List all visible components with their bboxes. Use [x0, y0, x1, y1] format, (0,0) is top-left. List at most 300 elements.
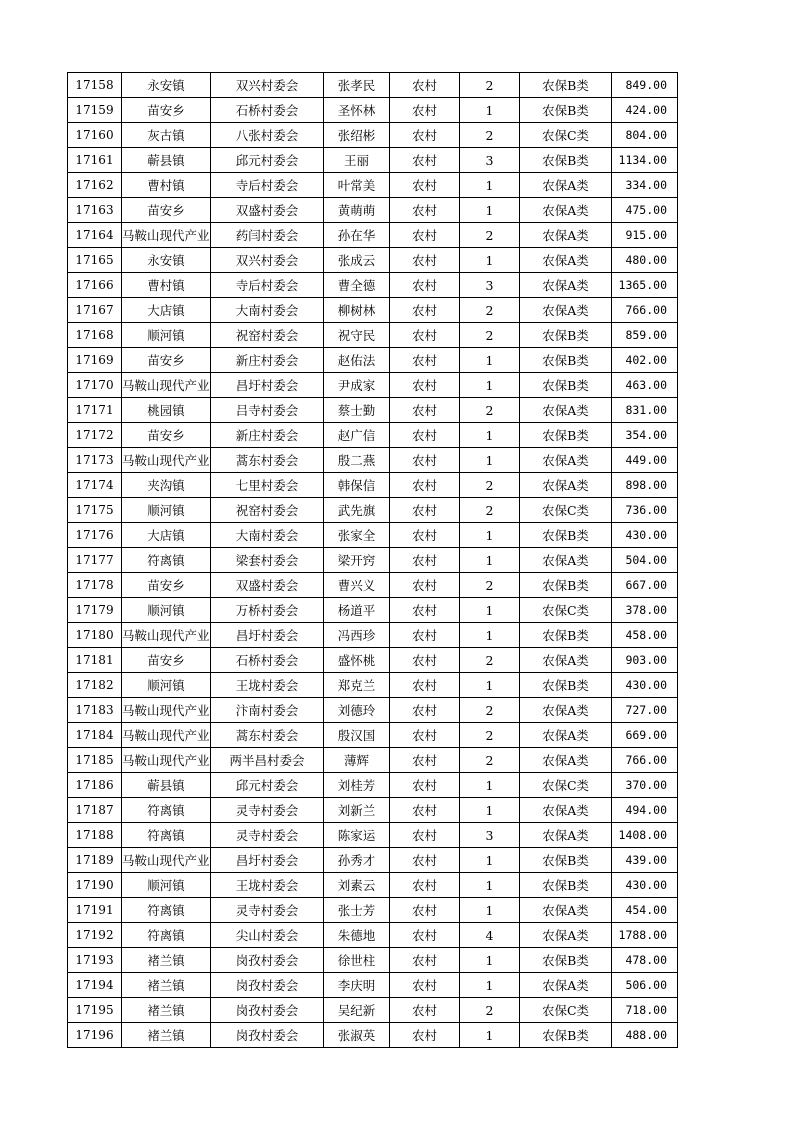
cell-id: 17161 [68, 148, 122, 173]
cell-id: 17172 [68, 423, 122, 448]
cell-village: 梁套村委会 [211, 548, 324, 573]
cell-category: 农保A类 [520, 898, 612, 923]
cell-count: 1 [460, 348, 520, 373]
cell-village: 石桥村委会 [211, 98, 324, 123]
cell-id: 17180 [68, 623, 122, 648]
cell-name: 张孝民 [324, 73, 390, 98]
cell-village: 灵寺村委会 [211, 823, 324, 848]
cell-village: 大南村委会 [211, 298, 324, 323]
cell-amount: 766.00 [612, 748, 678, 773]
cell-count: 1 [460, 773, 520, 798]
cell-category: 农保C类 [520, 498, 612, 523]
cell-area: 农村 [390, 473, 460, 498]
cell-area: 农村 [390, 648, 460, 673]
cell-amount: 1408.00 [612, 823, 678, 848]
cell-town: 顺河镇 [122, 873, 211, 898]
cell-name: 李庆明 [324, 973, 390, 998]
cell-category: 农保C类 [520, 598, 612, 623]
cell-village: 八张村委会 [211, 123, 324, 148]
table-row [68, 848, 678, 873]
cell-town: 大店镇 [122, 523, 211, 548]
cell-count: 4 [460, 923, 520, 948]
cell-area: 农村 [390, 923, 460, 948]
table-row [68, 273, 678, 298]
cell-count: 3 [460, 823, 520, 848]
cell-category: 农保B类 [520, 673, 612, 698]
cell-area: 农村 [390, 948, 460, 973]
cell-id: 17190 [68, 873, 122, 898]
cell-town: 符离镇 [122, 923, 211, 948]
cell-name: 陈家运 [324, 823, 390, 848]
cell-id: 17196 [68, 1023, 122, 1048]
table-row [68, 198, 678, 223]
cell-id: 17167 [68, 298, 122, 323]
cell-count: 2 [460, 398, 520, 423]
cell-town: 曹村镇 [122, 273, 211, 298]
table-row [68, 498, 678, 523]
table-row [68, 723, 678, 748]
cell-id: 17186 [68, 773, 122, 798]
cell-count: 2 [460, 748, 520, 773]
cell-id: 17169 [68, 348, 122, 373]
cell-amount: 504.00 [612, 548, 678, 573]
cell-village: 双兴村委会 [211, 248, 324, 273]
cell-town: 苗安乡 [122, 648, 211, 673]
cell-name: 孙秀才 [324, 848, 390, 873]
cell-category: 农保B类 [520, 948, 612, 973]
cell-village: 万桥村委会 [211, 598, 324, 623]
table-row [68, 748, 678, 773]
cell-area: 农村 [390, 973, 460, 998]
cell-category: 农保A类 [520, 723, 612, 748]
cell-category: 农保B类 [520, 573, 612, 598]
cell-name: 祝守民 [324, 323, 390, 348]
cell-amount: 480.00 [612, 248, 678, 273]
cell-amount: 439.00 [612, 848, 678, 873]
cell-category: 农保A类 [520, 748, 612, 773]
cell-name: 殷二燕 [324, 448, 390, 473]
cell-name: 徐世柱 [324, 948, 390, 973]
cell-name: 张家全 [324, 523, 390, 548]
cell-id: 17165 [68, 248, 122, 273]
cell-area: 农村 [390, 1023, 460, 1048]
cell-village: 大南村委会 [211, 523, 324, 548]
cell-town: 蕲县镇 [122, 773, 211, 798]
cell-category: 农保B类 [520, 423, 612, 448]
cell-town: 马鞍山现代产业 [122, 373, 211, 398]
cell-amount: 506.00 [612, 973, 678, 998]
cell-name: 赵广信 [324, 423, 390, 448]
cell-category: 农保A类 [520, 648, 612, 673]
cell-amount: 736.00 [612, 498, 678, 523]
cell-count: 1 [460, 98, 520, 123]
cell-town: 马鞍山现代产业 [122, 223, 211, 248]
cell-amount: 903.00 [612, 648, 678, 673]
cell-id: 17184 [68, 723, 122, 748]
cell-village: 药闫村委会 [211, 223, 324, 248]
table-row [68, 598, 678, 623]
table-row [68, 998, 678, 1023]
cell-village: 两半昌村委会 [211, 748, 324, 773]
cell-category: 农保A类 [520, 398, 612, 423]
cell-count: 1 [460, 1023, 520, 1048]
cell-category: 农保B类 [520, 98, 612, 123]
cell-village: 寺后村委会 [211, 273, 324, 298]
cell-category: 农保A类 [520, 923, 612, 948]
cell-id: 17174 [68, 473, 122, 498]
cell-area: 农村 [390, 198, 460, 223]
cell-town: 马鞍山现代产业 [122, 723, 211, 748]
cell-village: 邱元村委会 [211, 773, 324, 798]
cell-village: 石桥村委会 [211, 648, 324, 673]
cell-amount: 430.00 [612, 523, 678, 548]
cell-area: 农村 [390, 673, 460, 698]
cell-amount: 718.00 [612, 998, 678, 1023]
table-row [68, 698, 678, 723]
table-row [68, 298, 678, 323]
cell-area: 农村 [390, 173, 460, 198]
cell-id: 17170 [68, 373, 122, 398]
cell-village: 寺后村委会 [211, 173, 324, 198]
cell-town: 顺河镇 [122, 498, 211, 523]
cell-category: 农保B类 [520, 73, 612, 98]
cell-area: 农村 [390, 723, 460, 748]
cell-area: 农村 [390, 148, 460, 173]
cell-count: 1 [460, 373, 520, 398]
cell-name: 叶常美 [324, 173, 390, 198]
cell-count: 2 [460, 298, 520, 323]
cell-town: 大店镇 [122, 298, 211, 323]
cell-area: 农村 [390, 273, 460, 298]
cell-area: 农村 [390, 748, 460, 773]
cell-village: 邱元村委会 [211, 148, 324, 173]
table-row [68, 1023, 678, 1048]
table-row [68, 73, 678, 98]
cell-name: 柳树林 [324, 298, 390, 323]
cell-category: 农保A类 [520, 298, 612, 323]
cell-amount: 831.00 [612, 398, 678, 423]
cell-town: 马鞍山现代产业 [122, 698, 211, 723]
table-row [68, 98, 678, 123]
cell-amount: 354.00 [612, 423, 678, 448]
cell-category: 农保B类 [520, 873, 612, 898]
cell-amount: 463.00 [612, 373, 678, 398]
cell-id: 17163 [68, 198, 122, 223]
cell-name: 黄萌萌 [324, 198, 390, 223]
cell-name: 盛怀桃 [324, 648, 390, 673]
cell-area: 农村 [390, 348, 460, 373]
cell-amount: 430.00 [612, 873, 678, 898]
cell-id: 17171 [68, 398, 122, 423]
cell-area: 农村 [390, 398, 460, 423]
cell-count: 1 [460, 523, 520, 548]
cell-area: 农村 [390, 548, 460, 573]
cell-category: 农保C类 [520, 123, 612, 148]
cell-category: 农保B类 [520, 373, 612, 398]
cell-amount: 1365.00 [612, 273, 678, 298]
cell-category: 农保A类 [520, 448, 612, 473]
cell-town: 马鞍山现代产业 [122, 748, 211, 773]
cell-category: 农保B类 [520, 348, 612, 373]
cell-town: 顺河镇 [122, 673, 211, 698]
cell-town: 褚兰镇 [122, 948, 211, 973]
cell-town: 符离镇 [122, 548, 211, 573]
cell-village: 岗孜村委会 [211, 948, 324, 973]
cell-category: 农保A类 [520, 548, 612, 573]
cell-area: 农村 [390, 323, 460, 348]
cell-village: 王垅村委会 [211, 873, 324, 898]
cell-town: 永安镇 [122, 73, 211, 98]
cell-village: 昌圩村委会 [211, 373, 324, 398]
cell-village: 新庄村委会 [211, 348, 324, 373]
cell-area: 农村 [390, 223, 460, 248]
cell-town: 蕲县镇 [122, 148, 211, 173]
table-row [68, 873, 678, 898]
cell-count: 1 [460, 948, 520, 973]
cell-id: 17166 [68, 273, 122, 298]
cell-id: 17168 [68, 323, 122, 348]
cell-town: 褚兰镇 [122, 1023, 211, 1048]
cell-town: 苗安乡 [122, 98, 211, 123]
cell-id: 17187 [68, 798, 122, 823]
cell-id: 17192 [68, 923, 122, 948]
cell-count: 1 [460, 623, 520, 648]
cell-amount: 334.00 [612, 173, 678, 198]
cell-id: 17194 [68, 973, 122, 998]
cell-town: 褚兰镇 [122, 973, 211, 998]
cell-amount: 669.00 [612, 723, 678, 748]
cell-count: 1 [460, 898, 520, 923]
table-row [68, 773, 678, 798]
cell-category: 农保C类 [520, 998, 612, 1023]
cell-area: 农村 [390, 73, 460, 98]
cell-town: 永安镇 [122, 248, 211, 273]
cell-name: 尹成家 [324, 373, 390, 398]
cell-village: 蒿东村委会 [211, 723, 324, 748]
cell-count: 1 [460, 448, 520, 473]
cell-count: 1 [460, 548, 520, 573]
cell-area: 农村 [390, 848, 460, 873]
cell-category: 农保B类 [520, 623, 612, 648]
cell-category: 农保A类 [520, 198, 612, 223]
cell-count: 1 [460, 248, 520, 273]
cell-id: 17191 [68, 898, 122, 923]
cell-town: 符离镇 [122, 798, 211, 823]
cell-category: 农保A类 [520, 473, 612, 498]
cell-town: 褚兰镇 [122, 998, 211, 1023]
cell-area: 农村 [390, 698, 460, 723]
cell-category: 农保A类 [520, 173, 612, 198]
cell-id: 17189 [68, 848, 122, 873]
cell-name: 郑克兰 [324, 673, 390, 698]
cell-amount: 370.00 [612, 773, 678, 798]
cell-amount: 898.00 [612, 473, 678, 498]
cell-amount: 667.00 [612, 573, 678, 598]
cell-count: 2 [460, 573, 520, 598]
table-row [68, 573, 678, 598]
cell-category: 农保B类 [520, 1023, 612, 1048]
cell-town: 苗安乡 [122, 423, 211, 448]
cell-count: 2 [460, 73, 520, 98]
cell-name: 王丽 [324, 148, 390, 173]
cell-town: 马鞍山现代产业 [122, 448, 211, 473]
cell-name: 蔡士勤 [324, 398, 390, 423]
cell-amount: 378.00 [612, 598, 678, 623]
cell-name: 刘素云 [324, 873, 390, 898]
cell-count: 1 [460, 173, 520, 198]
cell-count: 1 [460, 198, 520, 223]
cell-town: 苗安乡 [122, 198, 211, 223]
cell-count: 1 [460, 848, 520, 873]
cell-area: 农村 [390, 773, 460, 798]
cell-id: 17195 [68, 998, 122, 1023]
cell-name: 张绍彬 [324, 123, 390, 148]
cell-category: 农保A类 [520, 273, 612, 298]
cell-name: 刘桂芳 [324, 773, 390, 798]
cell-count: 2 [460, 998, 520, 1023]
cell-category: 农保C类 [520, 773, 612, 798]
cell-area: 农村 [390, 573, 460, 598]
table-row [68, 348, 678, 373]
cell-id: 17176 [68, 523, 122, 548]
cell-village: 双盛村委会 [211, 573, 324, 598]
cell-name: 薄辉 [324, 748, 390, 773]
cell-amount: 402.00 [612, 348, 678, 373]
cell-village: 昌圩村委会 [211, 623, 324, 648]
cell-name: 张士芳 [324, 898, 390, 923]
cell-name: 刘新兰 [324, 798, 390, 823]
subsidy-table [67, 72, 678, 1048]
cell-category: 农保B类 [520, 148, 612, 173]
cell-count: 1 [460, 423, 520, 448]
cell-village: 灵寺村委会 [211, 898, 324, 923]
cell-village: 祝窑村委会 [211, 323, 324, 348]
cell-town: 苗安乡 [122, 573, 211, 598]
cell-town: 符离镇 [122, 898, 211, 923]
table-row [68, 973, 678, 998]
cell-amount: 804.00 [612, 123, 678, 148]
cell-amount: 488.00 [612, 1023, 678, 1048]
cell-amount: 478.00 [612, 948, 678, 973]
cell-id: 17188 [68, 823, 122, 848]
table-row [68, 423, 678, 448]
cell-amount: 430.00 [612, 673, 678, 698]
cell-name: 曹兴义 [324, 573, 390, 598]
cell-count: 2 [460, 473, 520, 498]
cell-amount: 454.00 [612, 898, 678, 923]
cell-count: 2 [460, 698, 520, 723]
cell-village: 王垅村委会 [211, 673, 324, 698]
cell-count: 2 [460, 323, 520, 348]
cell-name: 张成云 [324, 248, 390, 273]
cell-area: 农村 [390, 623, 460, 648]
cell-name: 张淑英 [324, 1023, 390, 1048]
cell-name: 圣怀林 [324, 98, 390, 123]
cell-town: 夹沟镇 [122, 473, 211, 498]
cell-area: 农村 [390, 98, 460, 123]
cell-amount: 475.00 [612, 198, 678, 223]
cell-category: 农保A类 [520, 823, 612, 848]
cell-id: 17173 [68, 448, 122, 473]
cell-town: 马鞍山现代产业 [122, 848, 211, 873]
cell-town: 顺河镇 [122, 323, 211, 348]
table-row [68, 148, 678, 173]
table-row [68, 398, 678, 423]
cell-count: 1 [460, 873, 520, 898]
cell-count: 1 [460, 673, 520, 698]
cell-village: 岗孜村委会 [211, 998, 324, 1023]
cell-village: 灵寺村委会 [211, 798, 324, 823]
cell-area: 农村 [390, 373, 460, 398]
cell-count: 1 [460, 973, 520, 998]
cell-id: 17182 [68, 673, 122, 698]
cell-town: 桃园镇 [122, 398, 211, 423]
cell-id: 17179 [68, 598, 122, 623]
cell-amount: 727.00 [612, 698, 678, 723]
cell-amount: 1134.00 [612, 148, 678, 173]
cell-count: 2 [460, 723, 520, 748]
cell-town: 顺河镇 [122, 598, 211, 623]
cell-area: 农村 [390, 248, 460, 273]
cell-id: 17177 [68, 548, 122, 573]
table-row [68, 523, 678, 548]
cell-amount: 494.00 [612, 798, 678, 823]
cell-count: 2 [460, 648, 520, 673]
cell-category: 农保A类 [520, 798, 612, 823]
cell-area: 农村 [390, 498, 460, 523]
cell-amount: 1788.00 [612, 923, 678, 948]
cell-village: 双盛村委会 [211, 198, 324, 223]
cell-amount: 766.00 [612, 298, 678, 323]
cell-id: 17158 [68, 73, 122, 98]
cell-name: 武先旗 [324, 498, 390, 523]
cell-area: 农村 [390, 448, 460, 473]
table-row [68, 648, 678, 673]
cell-town: 符离镇 [122, 823, 211, 848]
cell-village: 新庄村委会 [211, 423, 324, 448]
cell-amount: 915.00 [612, 223, 678, 248]
cell-town: 苗安乡 [122, 348, 211, 373]
table-row [68, 948, 678, 973]
cell-name: 赵佑法 [324, 348, 390, 373]
cell-name: 冯西珍 [324, 623, 390, 648]
cell-area: 农村 [390, 298, 460, 323]
cell-name: 梁开窍 [324, 548, 390, 573]
table-row [68, 923, 678, 948]
cell-count: 1 [460, 598, 520, 623]
cell-name: 吴纪新 [324, 998, 390, 1023]
cell-id: 17175 [68, 498, 122, 523]
cell-area: 农村 [390, 598, 460, 623]
cell-area: 农村 [390, 998, 460, 1023]
cell-id: 17193 [68, 948, 122, 973]
table-row [68, 223, 678, 248]
cell-id: 17178 [68, 573, 122, 598]
cell-name: 孙在华 [324, 223, 390, 248]
cell-area: 农村 [390, 898, 460, 923]
cell-category: 农保B类 [520, 523, 612, 548]
cell-id: 17164 [68, 223, 122, 248]
cell-village: 祝窑村委会 [211, 498, 324, 523]
cell-name: 韩保信 [324, 473, 390, 498]
cell-amount: 849.00 [612, 73, 678, 98]
cell-town: 马鞍山现代产业 [122, 623, 211, 648]
table-row [68, 623, 678, 648]
cell-id: 17181 [68, 648, 122, 673]
cell-area: 农村 [390, 423, 460, 448]
cell-count: 1 [460, 798, 520, 823]
cell-name: 刘德玲 [324, 698, 390, 723]
